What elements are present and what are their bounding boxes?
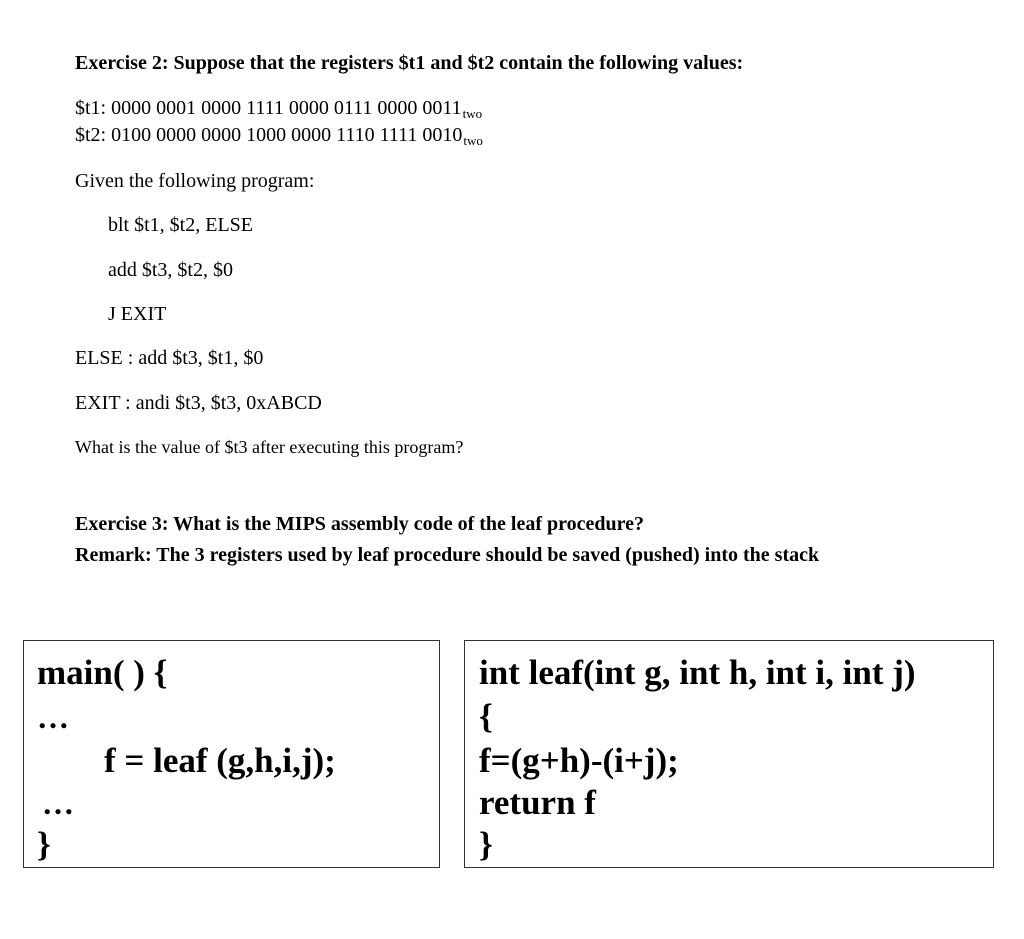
given-program-text: Given the following program: <box>75 170 315 192</box>
register-t1-base: two <box>462 106 483 121</box>
program-line-1: blt $t1, $t2, ELSE <box>108 214 253 236</box>
leaf-signature: int leaf(int g, int h, int i, int j) <box>479 653 916 692</box>
leaf-return-line: return f <box>479 783 596 822</box>
register-t2-base: two <box>463 133 483 148</box>
exercise2-question: What is the value of $t3 after executing this program? <box>75 437 464 457</box>
main-call-line: f = leaf (g,h,i,j); <box>104 741 336 780</box>
program-line-5: EXIT : andi $t3, $t3, 0xABCD <box>75 392 322 414</box>
main-code-box <box>23 640 440 868</box>
main-closing-brace: } <box>37 825 51 864</box>
leaf-code-box <box>464 640 994 868</box>
exercise2-title: Exercise 2: Suppose that the registers $t1 and $t2 contain the following values: <box>75 52 744 74</box>
main-ellipsis-bottom: … <box>42 785 74 821</box>
main-ellipsis-top: … <box>37 699 69 735</box>
program-line-4: ELSE : add $t3, $t1, $0 <box>75 347 264 369</box>
program-line-2: add $t3, $t2, $0 <box>108 259 233 281</box>
program-line-3: J EXIT <box>108 303 167 325</box>
exercise3-remark: Remark: The 3 registers used by leaf procedure should be saved (pushed) into the stack <box>75 544 820 566</box>
register-t1-line <box>75 97 482 120</box>
leaf-closing-brace: } <box>479 825 493 864</box>
main-signature: main( ) { <box>37 653 168 692</box>
exercise3-title: Exercise 3: What is the MIPS assembly code of the leaf procedure? <box>75 513 645 535</box>
register-t1-value: $t1: 0000 0001 0000 1111 0000 0111 0000 0011 <box>75 97 462 119</box>
leaf-opening-brace: { <box>479 697 493 736</box>
register-t2-line <box>75 124 483 147</box>
leaf-body-line: f=(g+h)-(i+j); <box>479 741 679 780</box>
register-t2-value: $t2: 0100 0000 0000 1000 0000 1110 1111 0010 <box>75 124 463 146</box>
